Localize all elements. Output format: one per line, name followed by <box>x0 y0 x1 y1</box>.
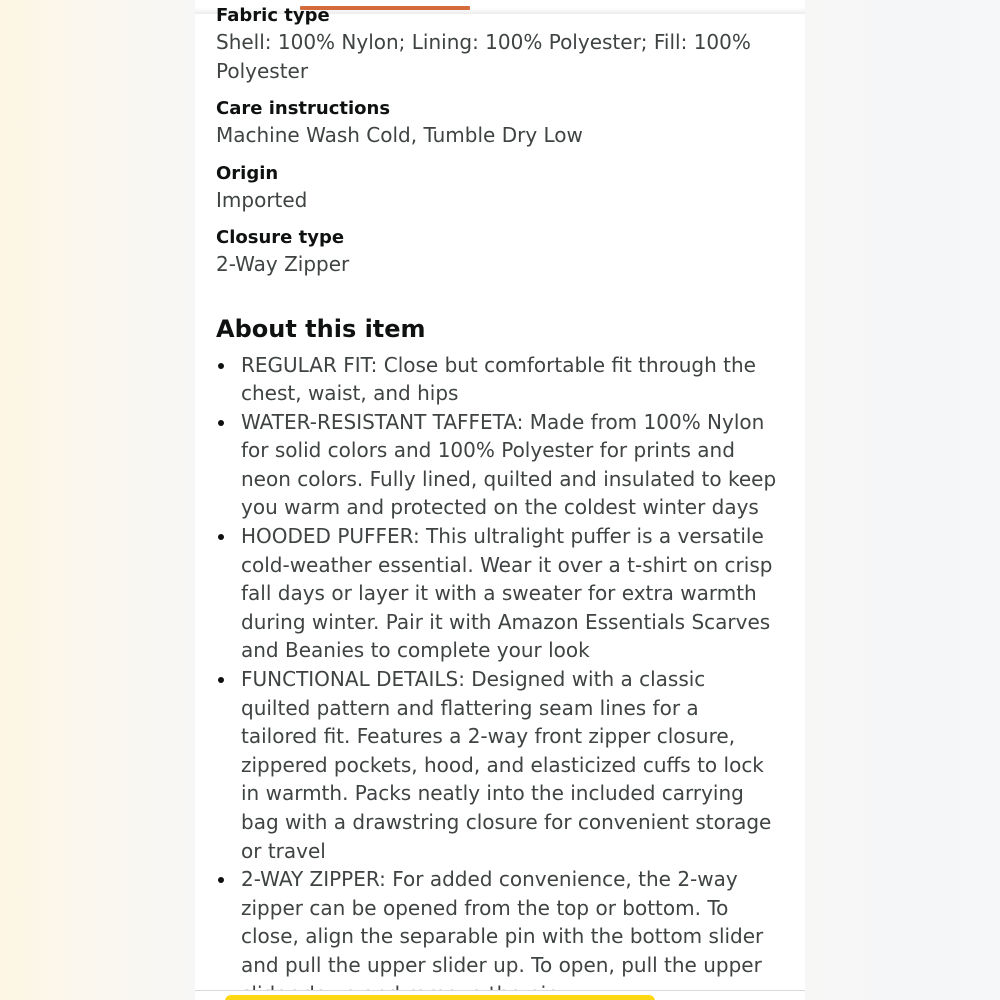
spec-label: Fabric type <box>216 5 330 26</box>
bullet-text: FUNCTIONAL DETAILS: Designed with a classic quilted pattern and flattering seam lines for a tailored fit. Features a 2-way front zipper closure, zippered pockets, hood, and elasticized cuffs to lock in warmth. Packs neatly into the included carrying bag with a drawstring closure for convenient storage or travel <box>241 667 772 863</box>
bullet-text: REGULAR FIT: Close but comfortable fit through the chest, waist, and hips <box>241 352 756 406</box>
about-bullet <box>216 865 786 1000</box>
spec-care-instructions <box>216 97 786 150</box>
bullet-dot-icon <box>218 877 224 883</box>
add-to-cart-button[interactable] <box>225 995 655 1000</box>
bullet-dot-icon <box>218 534 224 540</box>
bullet-text: HOODED PUFFER: This ultralight puffer is a versatile cold-weather essential. Wear it over a t-shirt on crisp fall days or layer it with a sweater for extra warmth during winter. Pair it with Amazon Essentials Scarves and Beanies to complete your look <box>241 524 773 663</box>
spec-fabric-type <box>216 4 786 85</box>
spec-label: Origin <box>216 162 279 184</box>
spec-label: Closure type <box>216 227 345 248</box>
about-bullet <box>216 665 786 865</box>
spec-label: Care instructions <box>216 98 391 119</box>
spec-closure-type <box>216 226 786 279</box>
spec-origin <box>216 162 786 215</box>
bullet-text: WATER-RESISTANT TAFFETA: Made from 100% Nylon for solid colors and 100% Polyester for prints and neon colors. Fully lined, quilted and insulated to keep you warm and protected on the coldest winter days <box>241 409 777 520</box>
bullet-text: 2-WAY ZIPPER: For added convenience, the 2-way zipper can be opened from the top or bottom. To close, align the separable pin with the bottom slider and pull the upper slider up. To open, pull the upper <box>241 867 764 977</box>
spec-value: Shell: 100% Nylon; Lining: 100% Polyester; Fill: 100% Polyester <box>216 30 751 83</box>
bullet-dot-icon <box>218 677 224 683</box>
about-bullet-list <box>216 351 786 1000</box>
spec-value: Imported <box>216 187 308 212</box>
about-bullet <box>216 351 786 408</box>
spec-value: 2-Way Zipper <box>216 252 350 276</box>
product-content <box>216 4 786 1000</box>
about-bullet <box>216 522 786 665</box>
about-bullet <box>216 408 786 522</box>
bullet-dot-icon <box>218 363 224 369</box>
product-page-panel <box>195 0 805 1000</box>
spec-value: Machine Wash Cold, Tumble Dry Low <box>216 123 583 147</box>
about-this-item-heading: About this item <box>216 314 426 343</box>
bullet-dot-icon <box>218 420 224 426</box>
